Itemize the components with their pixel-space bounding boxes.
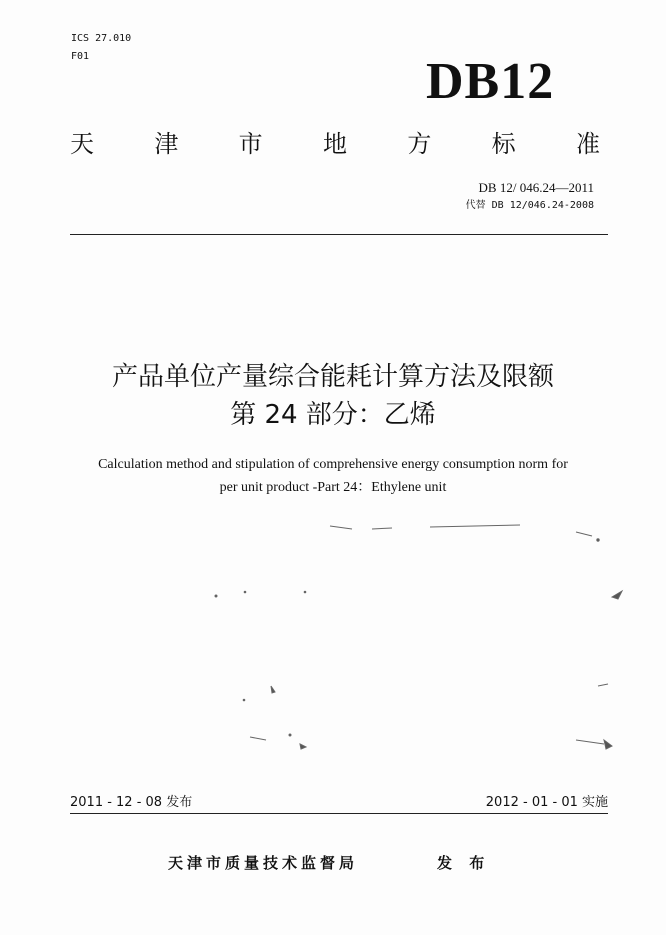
footer-divider [70,813,608,814]
issue-date: 2011 - 12 - 08 发布 [70,795,193,810]
standard-type-char: 市 [238,130,263,158]
standard-number: DB 12/ 046.24—2011 [478,180,594,195]
ics-code: ICS 27.010 [71,33,132,44]
issue-label: 发 布 [437,854,491,872]
standard-type-char: 天 [70,130,94,158]
standard-type-char: 方 [407,130,432,158]
replaced-standard: 代替 DB 12/046.24-2008 [465,200,594,211]
standard-type-char: 准 [575,130,600,158]
title-en-line-2: per unit product -Part 24：Ethylene unit [219,480,447,495]
standard-logo: DB12 [426,53,555,110]
ccs-code: F01 [71,51,90,62]
title-cn-line-1: 产品单位产量综合能耗计算方法及限额 [111,362,554,392]
dates-row [70,794,608,812]
implement-date: 2012 - 01 - 01 实施 [485,795,608,810]
issuing-authority: 天津市质量技术监督局 [168,854,359,872]
title-cn-line-2: 第 24 部分：乙烯 [230,400,436,430]
standard-type-char: 标 [491,130,516,158]
title-en-line-1: Calculation method and stipulation of comprehensive energy consumption norm for [98,457,568,472]
standard-type-char: 地 [322,130,347,158]
standard-type-char: 津 [154,130,179,158]
